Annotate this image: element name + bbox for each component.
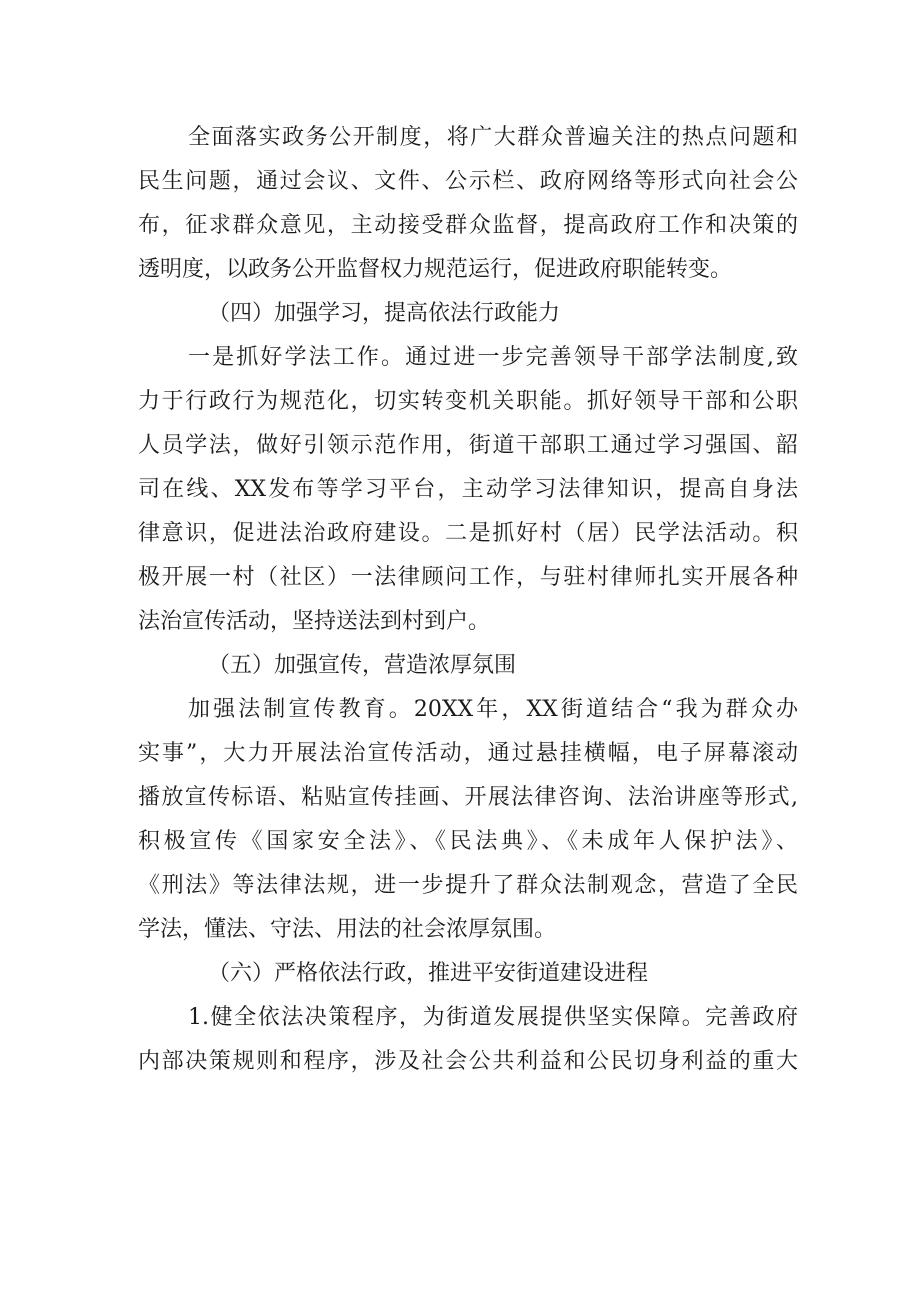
paragraph-line: 司在线、XX发布等学习平台，主动学习法律知识，提高自身法: [138, 477, 798, 502]
paragraph-line: 1.健全依法决策程序，为街道发展提供坚实保障。完善政府: [188, 1005, 798, 1030]
paragraph-line: 《刑法》等法律法规，进一步提升了群众法制观念，营造了全民: [138, 873, 798, 898]
paragraph-line: 实事”，大力开展法治宣传活动，通过悬挂横幅，电子屏幕滚动: [138, 741, 798, 766]
paragraph-line: 律意识，促进法治政府建设。二是抓好村（居）民学法活动。积: [138, 521, 798, 546]
paragraph-line: 内部决策规则和程序，涉及社会公共利益和公民切身利益的重大: [138, 1049, 798, 1074]
paragraph-line: 全面落实政务公开制度，将广大群众普遍关注的热点问题和: [188, 125, 798, 150]
paragraph-line: 布，征求群众意见，主动接受群众监督，提高政府工作和决策的: [138, 213, 798, 238]
paragraph-line: 民生问题，通过会议、文件、公示栏、政府网络等形式向社会公: [138, 169, 798, 194]
paragraph-line: 力于行政行为规范化，切实转变机关职能。抓好领导干部和公职: [138, 389, 798, 414]
paragraph-line: 一是抓好学法工作。通过进一步完善领导干部学法制度,致: [188, 345, 798, 370]
section-heading: （五）加强宣传，营造浓厚氛围: [208, 653, 517, 678]
paragraph-line: 透明度，以政务公开监督权力规范运行，促进政府职能转变。: [138, 257, 733, 282]
paragraph-line: 加强法制宣传教育。20XX年，XX街道结合“我为群众办: [188, 697, 798, 722]
paragraph-line: 播放宣传标语、粘贴宣传挂画、开展法律咨询、法治讲座等形式,: [138, 785, 798, 810]
paragraph-line: 学法，懂法、守法、用法的社会浓厚氛围。: [138, 917, 557, 942]
paragraph-line: 法治宣传活动，坚持送法到村到户。: [138, 609, 491, 634]
section-heading: （四）加强学习，提高依法行政能力: [208, 301, 561, 326]
section-heading: （六）严格依法行政，推进平安街道建设进程: [208, 961, 649, 986]
paragraph-line: 积极宣传《国家安全法》、《民法典》、《未成年人保护法》、: [138, 829, 798, 854]
paragraph-line: 极开展一村（社区）一法律顾问工作，与驻村律师扎实开展各种: [138, 565, 798, 590]
paragraph-line: 人员学法，做好引领示范作用，街道干部职工通过学习强国、韶: [138, 433, 798, 458]
